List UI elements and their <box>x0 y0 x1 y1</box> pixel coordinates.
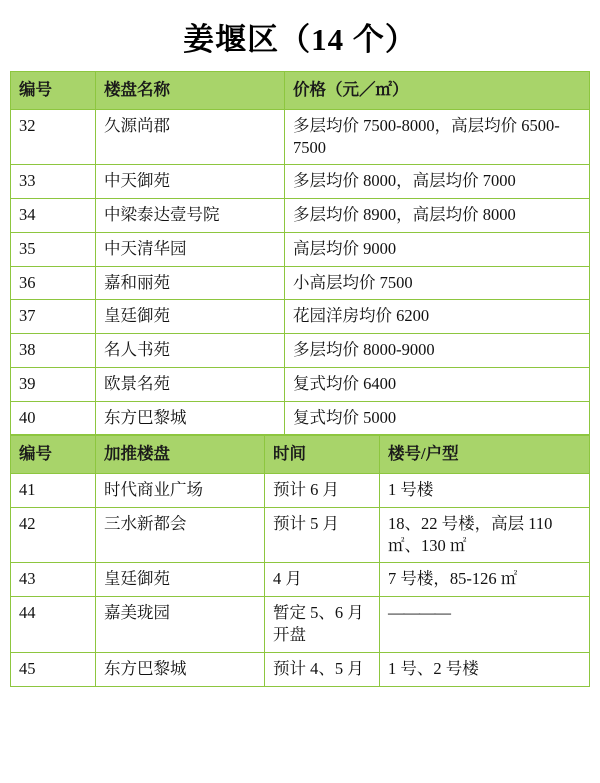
cell-id: 41 <box>11 474 96 508</box>
table-row <box>11 109 590 165</box>
cell-project: 三水新都会 <box>96 507 265 563</box>
cell-id: 36 <box>11 266 96 300</box>
table-row <box>11 334 590 368</box>
cell-unit: ———— <box>380 597 590 653</box>
cell-time: 4 月 <box>265 563 380 597</box>
cell-price: 多层均价 8000-9000 <box>285 334 590 368</box>
cell-price: 复式均价 6400 <box>285 367 590 401</box>
cell-project: 东方巴黎城 <box>96 652 265 686</box>
table-row <box>11 300 590 334</box>
table-row <box>11 563 590 597</box>
column-header-time: 时间 <box>265 436 380 474</box>
cell-price: 多层均价 8000，高层均价 7000 <box>285 165 590 199</box>
cell-time: 暂定 5、6 月开盘 <box>265 597 380 653</box>
page-title: 姜堰区（14 个） <box>183 22 417 57</box>
cell-id: 42 <box>11 507 96 563</box>
cell-unit: 18、22 号楼，高层 110 ㎡、130 ㎡ <box>380 507 590 563</box>
column-header-name: 楼盘名称 <box>96 72 285 110</box>
cell-name: 中天御苑 <box>96 165 285 199</box>
table-row <box>11 367 590 401</box>
table-row <box>11 266 590 300</box>
cell-time: 预计 5 月 <box>265 507 380 563</box>
table-row <box>11 474 590 508</box>
cell-price: 多层均价 8900，高层均价 8000 <box>285 199 590 233</box>
table-row <box>11 199 590 233</box>
cell-name: 中天清华园 <box>96 232 285 266</box>
column-header-id: 编号 <box>11 436 96 474</box>
cell-id: 40 <box>11 401 96 435</box>
table-row <box>11 232 590 266</box>
cell-unit: 1 号楼 <box>380 474 590 508</box>
cell-price: 复式均价 5000 <box>285 401 590 435</box>
cell-price: 花园洋房均价 6200 <box>285 300 590 334</box>
cell-id: 45 <box>11 652 96 686</box>
cell-id: 44 <box>11 597 96 653</box>
cell-name: 欧景名苑 <box>96 367 285 401</box>
cell-time: 预计 4、5 月 <box>265 652 380 686</box>
cell-id: 39 <box>11 367 96 401</box>
cell-project: 嘉美珑园 <box>96 597 265 653</box>
cell-name: 久源尚郡 <box>96 109 285 165</box>
cell-id: 38 <box>11 334 96 368</box>
cell-unit: 1 号、2 号楼 <box>380 652 590 686</box>
price-table <box>10 71 590 435</box>
cell-price: 多层均价 7500-8000，高层均价 6500-7500 <box>285 109 590 165</box>
table-row <box>11 507 590 563</box>
cell-name: 中梁泰达壹号院 <box>96 199 285 233</box>
cell-id: 43 <box>11 563 96 597</box>
cell-name: 名人书苑 <box>96 334 285 368</box>
cell-name: 嘉和丽苑 <box>96 266 285 300</box>
column-header-price: 价格（元／㎡） <box>285 72 590 110</box>
column-header-id: 编号 <box>11 72 96 110</box>
table-row <box>11 597 590 653</box>
cell-unit: 7 号楼，85-126 ㎡ <box>380 563 590 597</box>
column-header-project: 加推楼盘 <box>96 436 265 474</box>
cell-price: 小高层均价 7500 <box>285 266 590 300</box>
column-header-unit: 楼号/户型 <box>380 436 590 474</box>
cell-time: 预计 6 月 <box>265 474 380 508</box>
cell-id: 34 <box>11 199 96 233</box>
table-row <box>11 652 590 686</box>
cell-id: 32 <box>11 109 96 165</box>
cell-id: 37 <box>11 300 96 334</box>
cell-name: 东方巴黎城 <box>96 401 285 435</box>
table-header-row <box>11 436 590 474</box>
table-row <box>11 165 590 199</box>
table-row <box>11 401 590 435</box>
cell-name: 皇廷御苑 <box>96 300 285 334</box>
table-header-row <box>11 72 590 110</box>
new-launch-table <box>10 435 590 686</box>
cell-project: 时代商业广场 <box>96 474 265 508</box>
cell-price: 高层均价 9000 <box>285 232 590 266</box>
cell-id: 33 <box>11 165 96 199</box>
cell-project: 皇廷御苑 <box>96 563 265 597</box>
cell-id: 35 <box>11 232 96 266</box>
